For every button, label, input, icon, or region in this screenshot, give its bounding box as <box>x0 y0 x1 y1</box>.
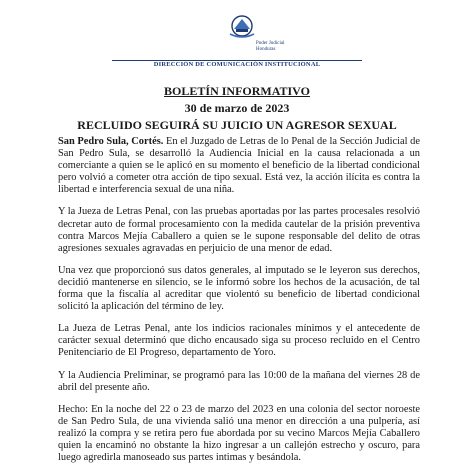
paragraph-4: La Jueza de Letras Penal, ante los indicios racionales mínimos y el antecedente de carácter sexual determinó que dicho encausado siga su proceso recluido en el Centro Penitenciario de El Progreso, departamento de Yoro. <box>58 323 420 359</box>
paragraph-6: Hecho: En la noche del 22 o 23 de marzo del 2023 en una colonia del sector noroeste de San Pedro Sula, de una vivienda salió una menor en dirección a una pulpería, así realizó la compra y se retira pero fue abordada por su vecino Marcos Mejía Caballero quien la encaminó no obstante la hizo ingresar a un callejón estrecho y oscuro, para luego agredirla manoseado sus partes intimas y besándola. <box>58 403 420 464</box>
logo-line-2: Honduras <box>256 47 276 52</box>
bulletin-body <box>58 136 420 474</box>
letterhead <box>0 0 474 70</box>
paragraph-1-text: En el Juzgado de Letras de lo Penal de la Sección Judicial de San Pedro Sula, se desarrolló la Audiencia Inicial en la causa relacionada a un comerciante a quien se le aplicó en su momento el beneficio de la libertad condicional pero volvió a cometer otra acción de tipo sexual. Está vez, la acción ilícita es contra la libertad e interferencia sexual de una niña. <box>58 136 420 196</box>
bulletin-date: 30 de marzo de 2023 <box>184 101 290 115</box>
paragraph-5: Y la Audiencia Preliminar, se programó para las 10:00 de la mañana del viernes 28 de abril del presente año. <box>58 369 420 393</box>
paragraph-3: Una vez que proporcionó sus datos generales, al imputado se le leyeron sus derechos, decidió mantenerse en silencio, se le informó sobre los hechos de la acusación, de tal forma que la fiscalía al acreditar que violentó su beneficio de libertad condicional solicitó la aplicación del término de ley. <box>58 264 420 313</box>
paragraph-1 <box>58 136 420 196</box>
logo-line-1: Poder Judicial <box>256 41 285 46</box>
bulletin-headline: RECLUIDO SEGUIRÁ SU JUICIO UN AGRESOR SEXUAL <box>77 118 397 132</box>
department-name: DIRECCIÓN DE COMUNICACIÓN INSTITUCIONAL <box>153 61 321 68</box>
judicial-seal-icon <box>228 14 256 40</box>
bulletin-title: BOLETÍN INFORMATIVO <box>164 84 310 98</box>
institution-logo-text <box>256 41 316 53</box>
bulletin-titles <box>0 83 474 134</box>
paragraph-2: Y la Jueza de Letras Penal, con las pruebas aportadas por las partes procesales resolvió decretar auto de formal procesamiento con la medida cautelar de la prisión preventiva contra Marcos Mejía Caballero a quien se le supone responsable del delito de otras agresiones sexuales agravadas en perjuicio de una menor de edad. <box>58 206 420 254</box>
dateline: San Pedro Sula, Cortés. <box>58 136 164 147</box>
